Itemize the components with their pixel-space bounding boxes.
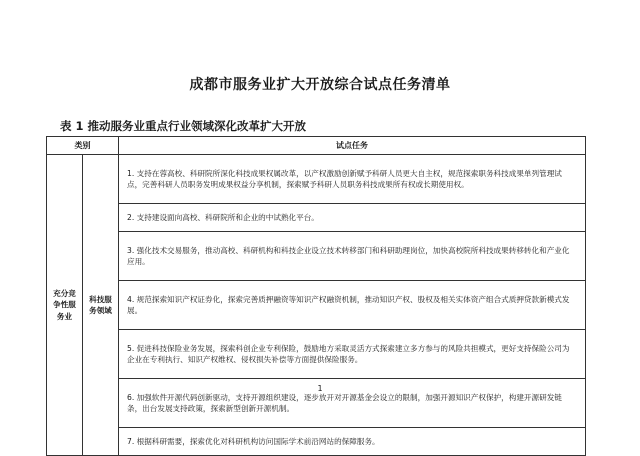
table-row [47, 428, 586, 456]
category-primary: 充分竞争性服务业 [47, 155, 83, 456]
page-number: 1 [317, 384, 323, 393]
task-item-7: 7. 根据科研需要，探索优化对科研机构访问国际学术前沿网站的保障服务。 [119, 428, 586, 456]
category-secondary: 科技服务领域 [83, 155, 119, 456]
table-row [47, 155, 586, 204]
table-row [47, 281, 586, 330]
table-row [47, 204, 586, 232]
table-row [47, 232, 586, 281]
task-item-1: 1. 支持在蓉高校、科研院所深化科技成果权属改革，以产权激励创新赋予科研人员更大自主权，规范探索职务科技成果单列管理试点，完善科研人员职务发明成果权益分享机制，探索赋予科研人员职务科技成果所有权或长期使用权。 [119, 155, 586, 204]
header-category: 类别 [47, 137, 119, 155]
document-title: 成都市服务业扩大开放综合试点任务清单 [189, 77, 451, 93]
table-header-row [47, 137, 586, 155]
table-row [47, 330, 586, 379]
task-item-5: 5. 促进科技保险业务发展，探索科创企业专利保险，鼓励地方采取灵活方式探索建立多方参与的风险共担模式，更好支持保险公司为企业在专利执行、知识产权维权、侵权损失补偿等方面提供保险服务。 [119, 330, 586, 379]
task-item-6: 6. 加强软件开源代码创新驱动，支持开源组织建设，逐步放开对开源基金会设立的限制，加强开源知识产权保护，构建开源研发链条，出台发展支持政策，探索新型创新开源机制。 [119, 379, 586, 428]
task-list-table [46, 136, 586, 456]
task-item-3: 3. 强化技术交易服务，推动高校、科研机构和科技企业设立技术转移部门和科研助理岗位，加快高校院所科技成果转移转化和产业化应用。 [119, 232, 586, 281]
task-item-4: 4. 规范探索知识产权证券化，探索完善质押融资等知识产权融资机制，推动知识产权、股权及相关实体资产组合式质押贷款新模式发展。 [119, 281, 586, 330]
header-tasks: 试点任务 [119, 137, 586, 155]
table-caption: 表 1 推动服务业重点行业领域深化改革扩大开放 [60, 119, 307, 133]
task-item-2: 2. 支持建设面向高校、科研院所和企业的中试熟化平台。 [119, 204, 586, 232]
